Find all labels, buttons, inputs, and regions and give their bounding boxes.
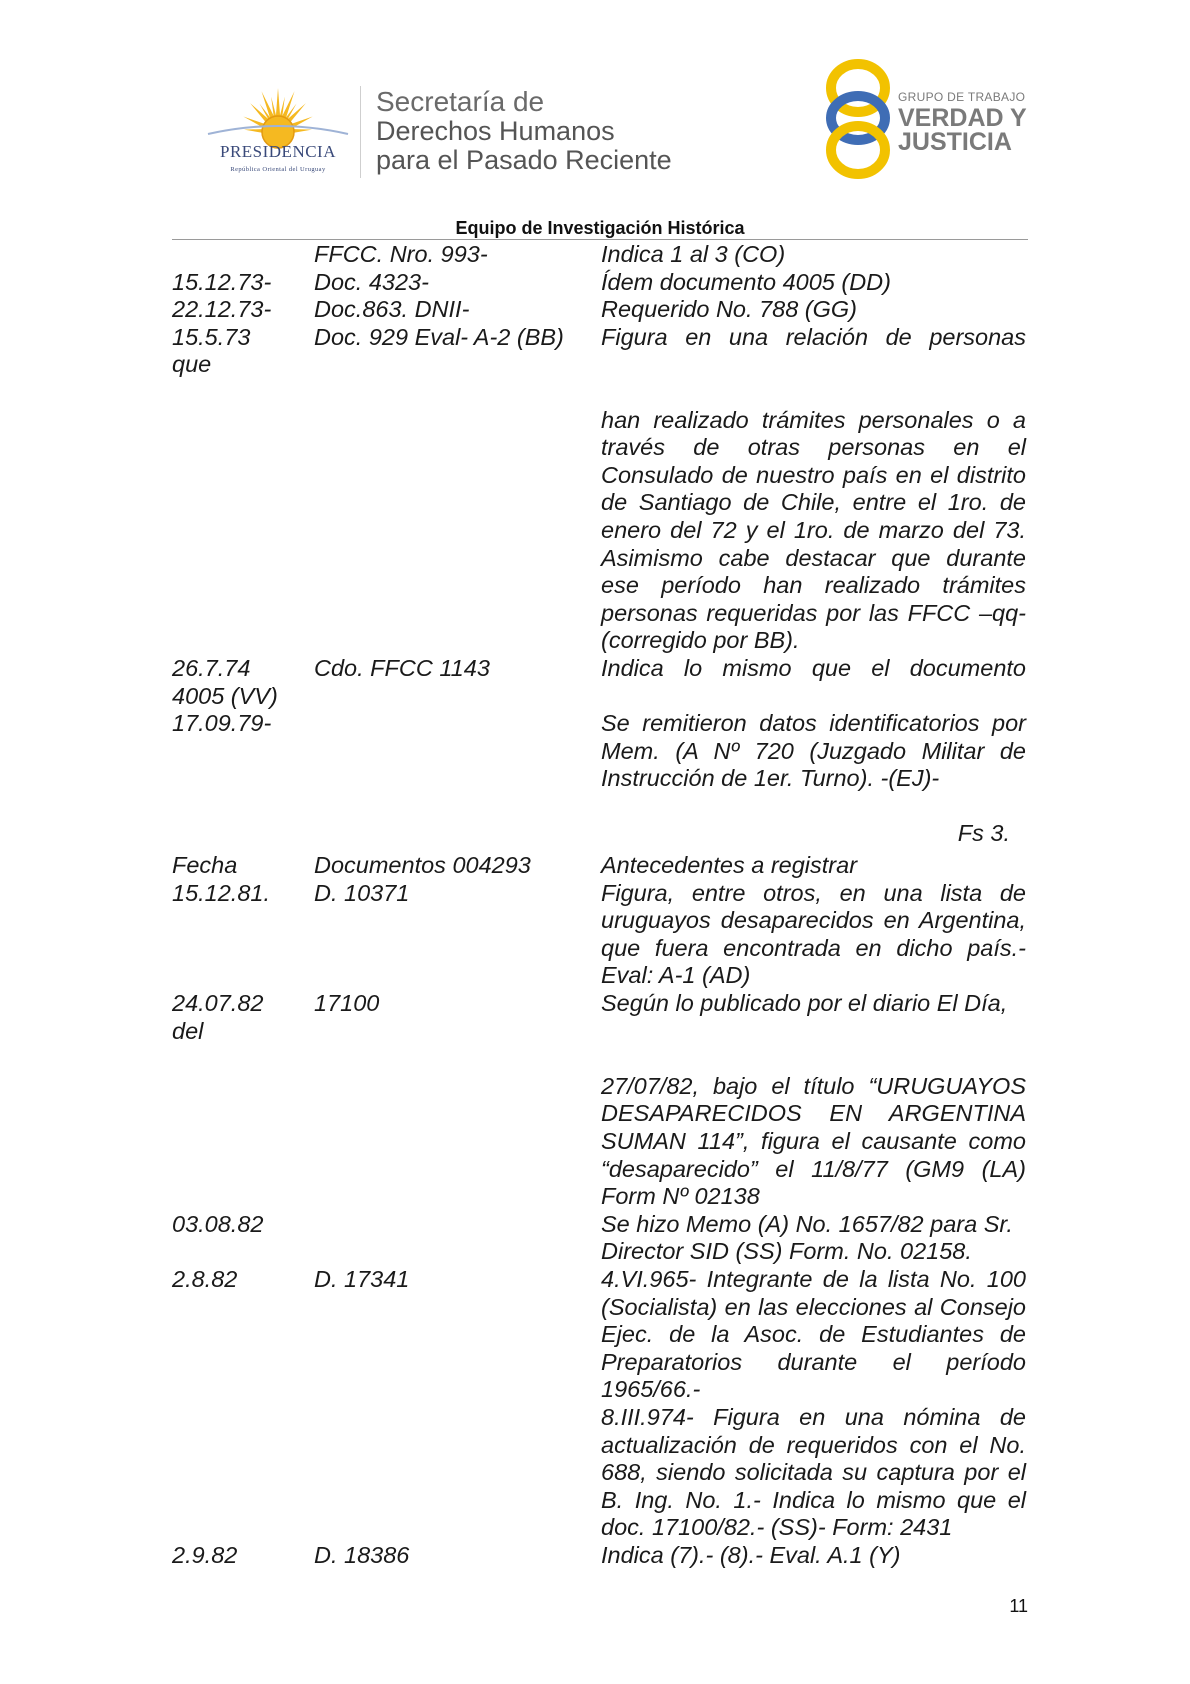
document-cell: D. 17341 (314, 1265, 410, 1292)
date-cell: 15.5.73 (172, 323, 251, 350)
table-header-row (172, 852, 1026, 880)
document-cell (314, 1073, 601, 1211)
column-header-antecedentes: Antecedentes a registrar (601, 852, 858, 879)
date-cell: 26.7.74 (172, 654, 251, 681)
presidencia-subtitle: República Oriental del Uruguay (230, 166, 326, 173)
secretaria-line1: Secretaría de (376, 86, 545, 117)
date-cell (172, 1073, 314, 1211)
header-rule (172, 239, 1028, 240)
table-row (172, 407, 1026, 655)
spacer (172, 379, 1026, 407)
presidencia-logo (198, 82, 358, 182)
text-cell: Indica (7).- (8).- Eval. A.1 (Y) (601, 1541, 901, 1568)
document-cell (314, 1211, 601, 1266)
page-number: 11 (1009, 1596, 1028, 1616)
text-cell: 8.III.974- Figura en una nómina de actualización de requeridos con el No. 688, siendo solicitada su captura por el B. Ing. No. 1.- Indica lo mismo que el doc. 17100/82.- (SS)- Form: 2431 (601, 1403, 1026, 1541)
text-cell: Figura, entre otros, en una lista de uruguayos desaparecidos en Argentina, que fuera encontrada en dicho país.- Eval: A-1 (AD) (601, 879, 1026, 989)
document-cell (314, 407, 601, 655)
table-row (172, 655, 1026, 683)
document-cell (314, 1018, 601, 1046)
date-cell: 2.8.82 (172, 1265, 238, 1292)
text-cell (601, 351, 1026, 379)
date-cell (172, 407, 314, 655)
table-row (172, 269, 1026, 297)
table-row (172, 1211, 1026, 1266)
date-cell: 17.09.79- (172, 710, 272, 737)
table-row (172, 241, 1026, 269)
spacer (172, 793, 1026, 821)
table-row (172, 324, 1026, 352)
date-cell: 2.9.82 (172, 1541, 238, 1568)
grupo-trabajo-logo (820, 56, 1030, 181)
text-cell: Requerido No. 788 (GG) (601, 296, 858, 323)
date-cell (172, 1404, 314, 1542)
text-cell: Según lo publicado por el diario El Día, (601, 990, 1008, 1017)
column-header-date: Fecha (172, 852, 238, 879)
table-row (172, 296, 1026, 324)
table-row (172, 1404, 1026, 1542)
table-row (172, 351, 1026, 379)
text-cell: han realizado trámites personales o a través de otras personas en el Consulado de nuestro país en el distrito de Santiago de Chile, entre el 1ro. de enero del 72 y el 1ro. de marzo del 73. Asimismo cabe destacar que durante ese período han realizado trámites personas requeridas por las FFCC –qq- (corregido por BB). (601, 406, 1026, 654)
text-cell: Figura en una relación de personas (601, 323, 1026, 350)
date-cell: 15.12.81. (172, 879, 271, 906)
grupo-line1: GRUPO DE TRABAJO (898, 90, 1026, 104)
table-row (172, 880, 1026, 990)
document-cell (314, 710, 601, 793)
column-header-documents: Documentos 004293 (314, 852, 531, 879)
text-cell: Ídem documento 4005 (DD) (601, 268, 891, 295)
grupo-line3: JUSTICIA (898, 128, 1012, 156)
text-cell (601, 683, 1026, 711)
document-cell: Cdo. FFCC 1143 (314, 654, 490, 681)
document-cell: Doc. 929 Eval- A-2 (BB) (314, 323, 564, 350)
spacer (172, 1045, 1026, 1073)
secretaria-title (376, 88, 672, 174)
grupo-line2: VERDAD Y (898, 104, 1027, 132)
date-cell: 15.12.73- (172, 268, 272, 295)
text-cell (601, 1018, 1026, 1046)
date-cell: 03.08.82 (172, 1210, 264, 1237)
team-title: Equipo de Investigación Histórica (455, 218, 745, 238)
document-cell: Doc.863. DNII- (314, 296, 470, 323)
document-cell: Doc. 4323- (314, 268, 429, 295)
table-row (172, 710, 1026, 793)
presidencia-name: PRESIDENCIA (219, 142, 336, 161)
secretaria-line3: para el Pasado Reciente (376, 145, 672, 175)
document-cell (314, 683, 601, 711)
document-cell: FFCC. Nro. 993- (314, 241, 488, 267)
text-cell: 4.VI.965- Integrante de la lista No. 100 (Socialista) en las elecciones al Consejo Ejec. de la Asoc. de Estudiantes de Preparatorios durante el período 1965/66.- (601, 1265, 1026, 1403)
records-table (172, 241, 1026, 1570)
document-cell: D. 18386 (314, 1541, 410, 1568)
text-cell: Se hizo Memo (A) No. 1657/82 para Sr. Director SID (SS) Form. No. 02158. (601, 1210, 1013, 1265)
text-cell: Indica lo mismo que el documento (601, 654, 1026, 681)
text-cell: 27/07/82, bajo el título “URUGUAYOS DESAPARECIDOS EN ARGENTINA SUMAN 114”, figura el causante como “desaparecido” el 11/8/77 (GM9 (LA) Form Nº 02138 (601, 1072, 1026, 1210)
header-divider (360, 86, 361, 178)
interlocking-rings-icon (820, 56, 896, 181)
table-row (172, 990, 1026, 1018)
date-cell (172, 241, 314, 269)
table-row (172, 683, 1026, 711)
table-row (172, 1266, 1026, 1404)
date-cell: del (172, 1017, 204, 1044)
document-cell (314, 351, 601, 379)
text-cell: Indica 1 al 3 (CO) (601, 241, 786, 267)
date-cell: 22.12.73- (172, 296, 272, 323)
document-cell: D. 10371 (314, 879, 410, 906)
secretaria-line2: Derechos Humanos (376, 116, 615, 146)
document-cell (314, 1404, 601, 1542)
text-cell: Se remitieron datos identificatorios por Mem. (A Nº 720 (Juzgado Militar de Instrucción de 1er. Turno). -(EJ)- (601, 710, 1026, 792)
date-cell: que (172, 351, 212, 378)
page-mark: Fs 3. (957, 820, 1010, 847)
table-row (172, 1073, 1026, 1211)
document-cell: 17100 (314, 990, 380, 1017)
table-row (172, 1018, 1026, 1046)
table-row (172, 1542, 1026, 1570)
page-mark-row (172, 820, 1026, 848)
date-cell: 24.07.82 (172, 990, 264, 1017)
date-cell: 4005 (VV) (172, 682, 278, 709)
